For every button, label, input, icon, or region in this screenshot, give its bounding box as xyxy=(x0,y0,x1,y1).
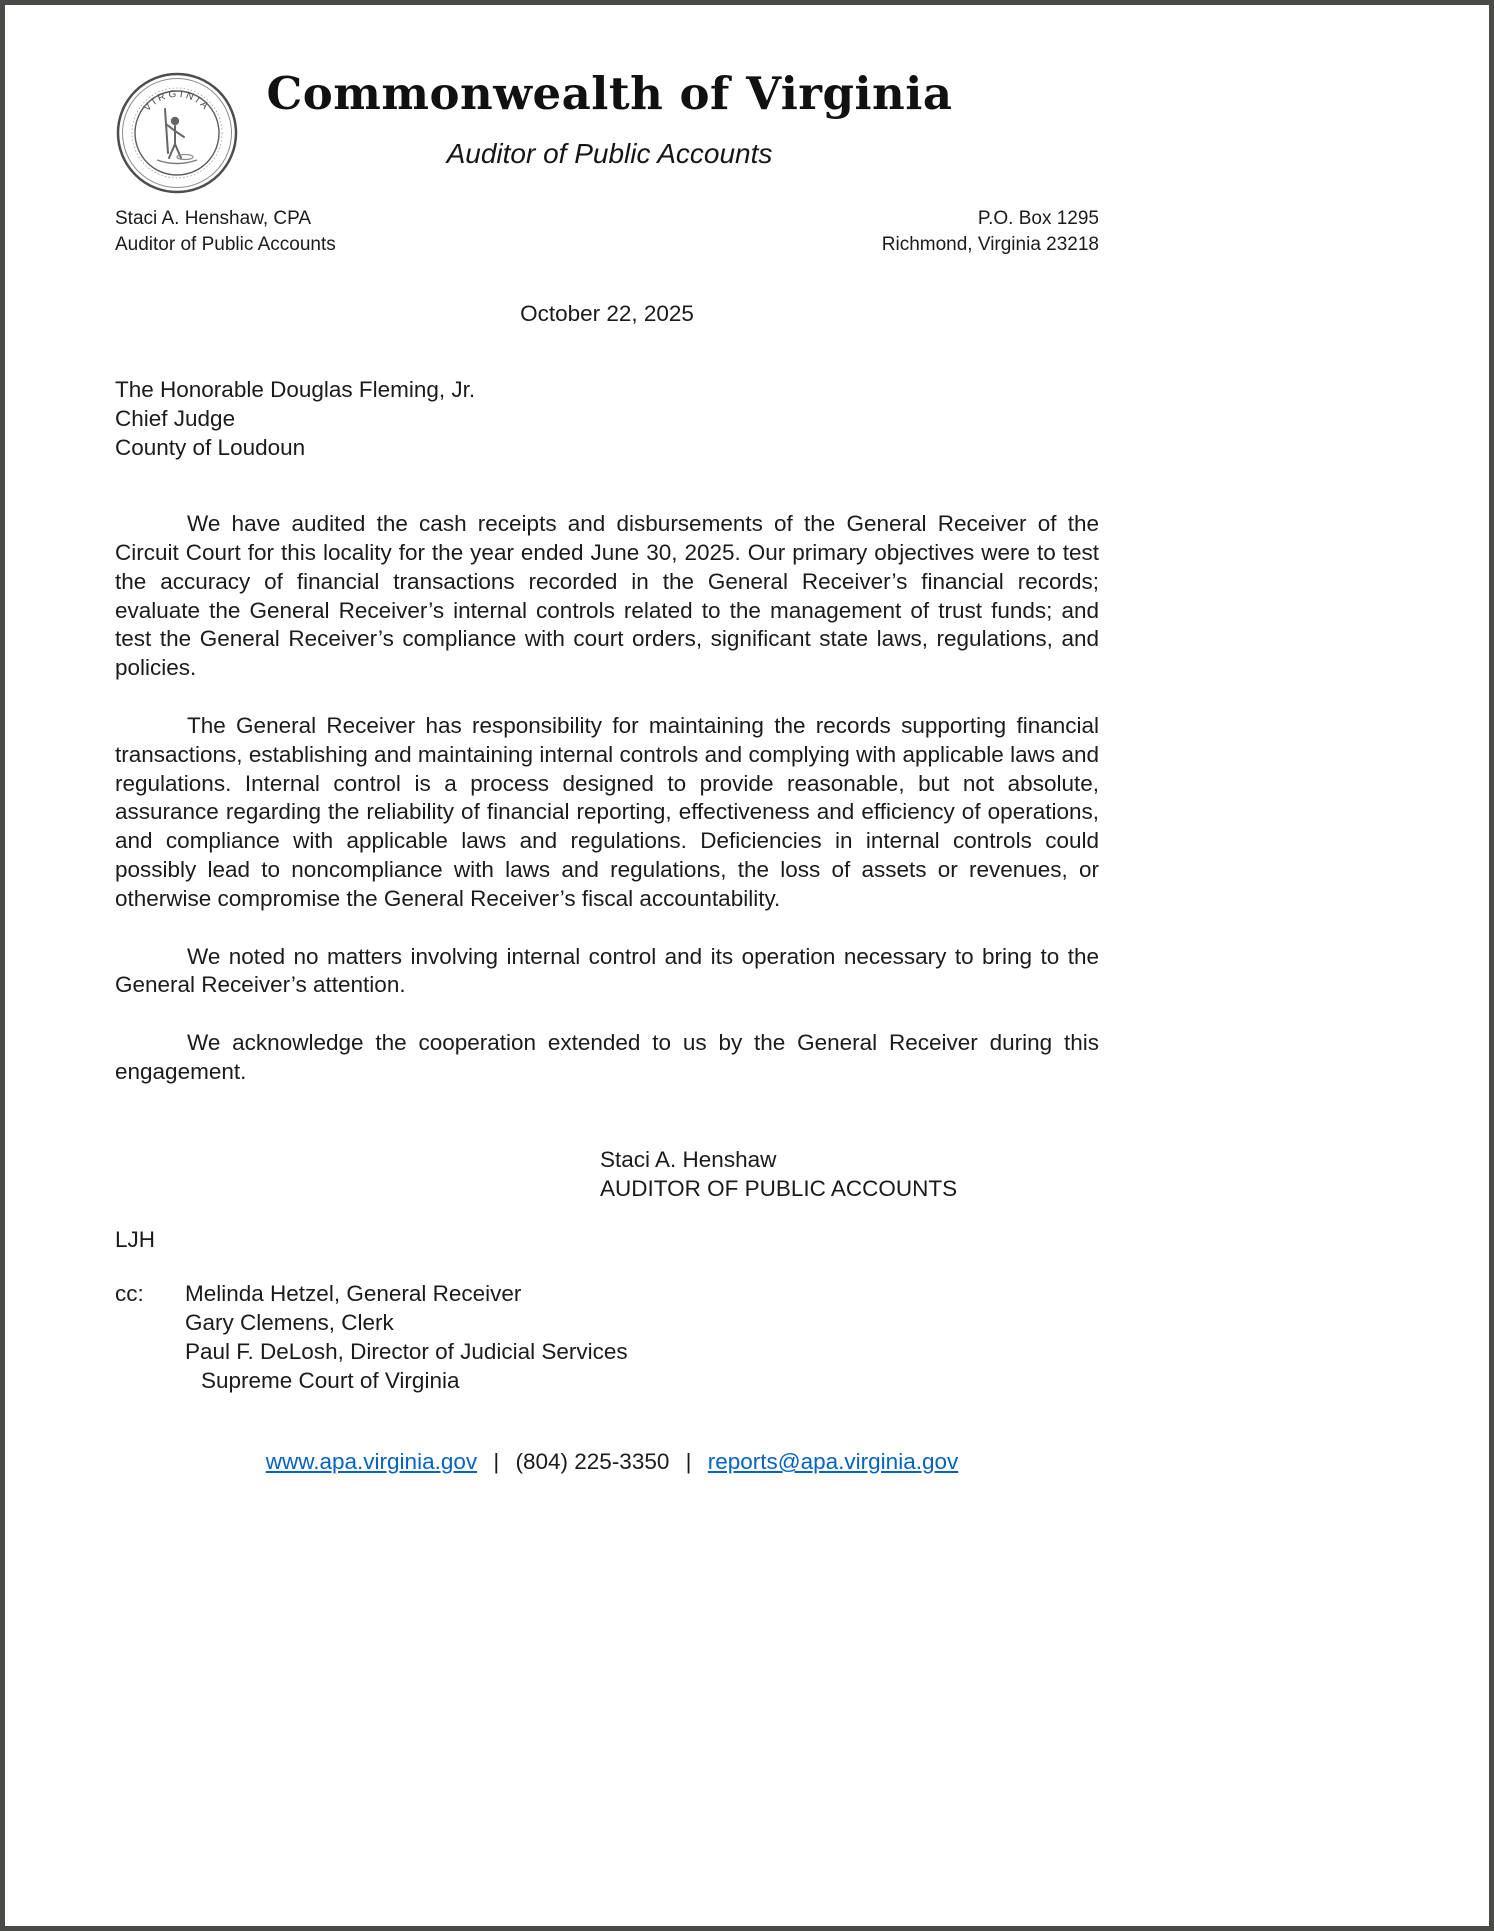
paragraph-findings: We noted no matters involving internal control and its operation necessary to bring to the General Receiver’s attention. xyxy=(115,943,1099,998)
website-link[interactable]: www.apa.virginia.gov xyxy=(265,1449,478,1474)
cc-label: cc: xyxy=(115,1280,144,1306)
phone-number: (804) 225-3350 xyxy=(515,1449,670,1474)
official-title: Auditor of Public Accounts xyxy=(115,233,336,255)
recipient-title: Chief Judge xyxy=(115,406,236,432)
official-block xyxy=(115,206,336,257)
cc-item: Supreme Court of Virginia xyxy=(201,1367,460,1393)
address-line1: P.O. Box 1295 xyxy=(977,208,1099,229)
page-title: Commonwealth of Virginia xyxy=(266,67,953,120)
letter-date: October 22, 2025 xyxy=(520,301,694,327)
cc-list xyxy=(185,1279,628,1395)
recipient-locality: County of Loudoun xyxy=(115,435,306,461)
letterhead-contact-row xyxy=(115,206,1099,257)
letter-content xyxy=(5,5,1489,1395)
official-name: Staci A. Henshaw, CPA xyxy=(115,208,312,229)
footer-separator: | xyxy=(493,1449,500,1474)
cc-item: Gary Clemens, Clerk xyxy=(185,1309,394,1335)
letterhead-titles xyxy=(230,67,989,170)
address-block xyxy=(882,206,1099,257)
signature-name: Staci A. Henshaw xyxy=(600,1146,777,1172)
cc-item: Paul F. DeLosh, Director of Judicial Services xyxy=(185,1338,628,1364)
cc-block xyxy=(115,1279,1099,1395)
recipient-name: The Honorable Douglas Fleming, Jr. xyxy=(115,377,476,403)
footer-separator: | xyxy=(685,1449,692,1474)
typist-initials: LJH xyxy=(115,1226,156,1252)
paragraph-audit-scope: We have audited the cash receipts and disbursements of the General Receiver of the Circuit Court for this locality for the year ended June 30, 2025. Our primary objectives were to test the accuracy of financial transactions recorded in the General Receiver’s financial records; evaluate the General Receiver’s internal controls related to the management of trust funds; and test the General Receiver’s compliance with court orders, significant state laws, regulations, and policies. xyxy=(115,511,1099,681)
page-footer xyxy=(115,1449,1109,1475)
virginia-state-seal-icon xyxy=(115,71,239,195)
paragraph-responsibility: The General Receiver has responsibility for maintaining the records supporting financial transactions, establishing and maintaining internal controls and complying with applicable laws and regulations. Internal control is a process designed to provide reasonable, but not absolute, assurance regarding the reliability of financial reporting, effectiveness and efficiency of operations, and compliance with applicable laws and regulations. Deficiencies in internal controls could possibly lead to noncompliance with laws and regulations, the loss of assets or revenues, or otherwise compromise the General Receiver’s fiscal accountability. xyxy=(115,713,1099,911)
recipient-block xyxy=(115,375,1099,462)
paragraph-acknowledgement: We acknowledge the cooperation extended to us by the General Receiver during this engagement. xyxy=(115,1030,1099,1085)
address-line2: Richmond, Virginia 23218 xyxy=(881,233,1099,255)
signature-title: AUDITOR OF PUBLIC ACCOUNTS xyxy=(600,1175,958,1201)
agency-subtitle: Auditor of Public Accounts xyxy=(446,138,773,169)
signature-block xyxy=(600,1145,1099,1203)
letter-body xyxy=(115,301,1099,1395)
email-link[interactable]: reports@apa.virginia.gov xyxy=(707,1449,959,1474)
letterhead xyxy=(115,67,1099,257)
svg-text:VIRGINIA: VIRGINIA xyxy=(141,88,213,114)
cc-item: Melinda Hetzel, General Receiver xyxy=(185,1280,522,1306)
